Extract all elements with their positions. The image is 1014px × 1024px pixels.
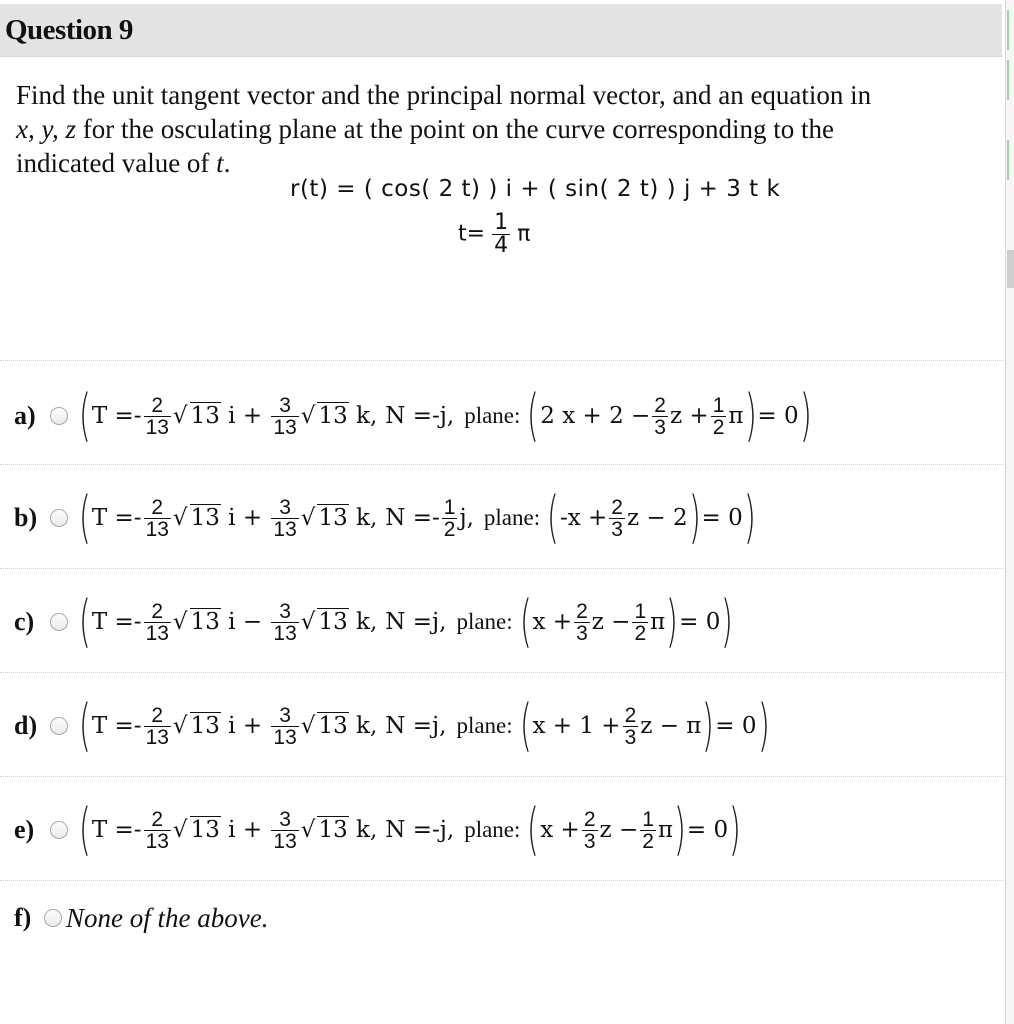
normal-vector: N =-j,: [385, 817, 455, 843]
divider: [0, 880, 1004, 881]
plane-fraction-1-num: 2: [654, 393, 666, 417]
plane-fraction-2-den: 2: [712, 415, 725, 439]
prompt-var-t: t: [216, 148, 224, 178]
normal-vector: N =j,: [385, 713, 447, 739]
plane-close-paren: ): [688, 485, 701, 550]
divider: [0, 360, 1004, 361]
close-paren: ): [743, 485, 756, 550]
open-paren: (: [78, 589, 91, 654]
tangent-fraction-1: [144, 497, 171, 540]
sqrt-radicand: 13: [190, 713, 220, 739]
plane-equals: = 0: [686, 817, 729, 843]
radio-button[interactable]: [50, 821, 68, 839]
option-b[interactable]: [14, 485, 1004, 550]
plane-equals: = 0: [701, 505, 743, 531]
option-expression: [78, 797, 742, 862]
t-prefix: t=: [458, 221, 486, 247]
plane-fraction-1-num: 2: [611, 495, 623, 519]
t-pi: π: [517, 221, 531, 247]
plane-fraction-2-den: 2: [642, 829, 654, 853]
divider: [0, 464, 1004, 465]
sqrt-symbol: √: [300, 713, 316, 739]
plane-label: plane:: [464, 403, 521, 428]
divider: [0, 568, 1004, 569]
sqrt-symbol: √: [300, 609, 316, 635]
sqrt-symbol: √: [172, 403, 188, 429]
plane-term-3: π: [657, 817, 674, 843]
tangent-fraction-1-num: 2: [151, 807, 164, 831]
plane-fraction-1-den: 3: [583, 829, 596, 853]
tangent-fraction-2: [271, 601, 298, 644]
plane-fraction-1: [623, 705, 639, 748]
tangent-label: T =-: [91, 713, 142, 739]
scroll-marker: [1007, 140, 1014, 180]
normal-vector: N =j,: [385, 609, 447, 635]
sqrt-symbol: √: [300, 403, 316, 429]
plane-fraction-2: [711, 395, 727, 438]
plane-equals: = 0: [757, 403, 799, 429]
plane-close-paren: ): [673, 797, 686, 862]
plane-open-paren: (: [527, 383, 540, 448]
tangent-fraction-2-num: 3: [279, 703, 291, 727]
plane-fraction-1: [609, 497, 625, 540]
tangent-i: i +: [220, 505, 270, 531]
question-prompt: [16, 78, 986, 180]
tangent-fraction-1-den: 13: [145, 517, 169, 541]
option-label: d): [14, 711, 38, 740]
option-expression: [78, 589, 734, 654]
plane-fraction-1: [582, 809, 598, 852]
option-e[interactable]: [14, 797, 1004, 862]
tangent-fraction-2-den: 13: [273, 517, 297, 541]
close-paren: ): [757, 693, 770, 758]
tangent-fraction-2-den: 13: [273, 829, 297, 853]
plane-close-paren: ): [666, 589, 679, 654]
plane-term-2: z − 2: [626, 505, 688, 531]
plane-close-paren: ): [744, 383, 757, 448]
sqrt-symbol: √: [172, 505, 188, 531]
plane-term-2: z +: [669, 403, 709, 429]
open-paren: (: [78, 693, 91, 758]
open-paren: (: [78, 485, 91, 550]
curve-equation: r(t) = ( cos( 2 t) ) i + ( sin( 2 t) ) j + 3 t k: [290, 176, 781, 202]
tangent-i: i +: [220, 817, 270, 843]
plane-fraction-2: [640, 809, 656, 852]
normal-fraction-num: 1: [443, 495, 456, 519]
plane-fraction-2-num: 1: [642, 807, 654, 831]
question-header: [0, 4, 1002, 57]
plane-fraction-1-den: 3: [576, 621, 588, 645]
plane-equals: = 0: [715, 713, 757, 739]
sqrt-radicand: 13: [190, 817, 220, 843]
tangent-fraction-2: [271, 705, 298, 748]
tangent-fraction-1-num: 2: [151, 495, 164, 519]
plane-term-1: x + 1 +: [532, 713, 621, 739]
radio-button[interactable]: [44, 909, 62, 927]
tangent-fraction-2-num: 3: [279, 599, 291, 623]
plane-label: plane:: [464, 817, 521, 842]
plane-fraction-1-num: 2: [583, 807, 596, 831]
plane-fraction-1-den: 3: [611, 517, 623, 541]
option-expression: [78, 383, 812, 448]
close-paren: ): [721, 589, 734, 654]
plane-open-paren: (: [519, 589, 532, 654]
t-value: [458, 212, 530, 257]
open-paren: (: [78, 383, 91, 448]
tangent-k: k,: [348, 609, 378, 635]
sqrt-symbol: √: [172, 609, 188, 635]
option-label: b): [14, 503, 38, 532]
plane-term-1: -x +: [559, 505, 608, 531]
plane-term-1: x +: [532, 609, 573, 635]
tangent-i: i −: [220, 609, 270, 635]
plane-open-paren: (: [547, 485, 560, 550]
option-f[interactable]: [14, 890, 1004, 946]
tangent-k: k,: [348, 403, 378, 429]
question-title: Question 9: [5, 14, 133, 46]
option-label: e): [14, 815, 35, 844]
plane-open-paren: (: [519, 693, 532, 758]
tangent-fraction-1: [144, 601, 171, 644]
tangent-k: k,: [348, 713, 378, 739]
sqrt-symbol: √: [300, 505, 316, 531]
divider: [0, 672, 1004, 673]
tangent-i: i +: [220, 713, 270, 739]
sqrt-symbol: √: [300, 817, 316, 843]
scroll-marker: [1007, 10, 1014, 50]
plane-label: plane:: [456, 609, 513, 634]
plane-fraction-1-den: 3: [624, 725, 637, 749]
plane-fraction-1-num: 2: [624, 703, 637, 727]
option-c[interactable]: [14, 589, 1004, 654]
option-expression: [78, 693, 770, 758]
plane-fraction-1: [652, 395, 668, 438]
sqrt-radicand: 13: [318, 403, 348, 429]
tangent-fraction-2: [271, 497, 298, 540]
option-label: f): [14, 903, 32, 932]
prompt-vars: x, y, z: [16, 114, 76, 144]
open-paren: (: [78, 797, 91, 862]
sqrt-symbol: √: [172, 817, 188, 843]
scrollbar[interactable]: [1005, 0, 1014, 1024]
tangent-fraction-1: [144, 809, 171, 852]
plane-fraction-2: [632, 601, 648, 644]
radio-button[interactable]: [50, 613, 68, 631]
tangent-fraction-1-num: 2: [151, 599, 164, 623]
tangent-fraction-2-num: 3: [279, 393, 291, 417]
plane-close-paren: ): [702, 693, 715, 758]
close-paren: ): [729, 797, 742, 862]
close-paren: ): [799, 383, 812, 448]
plane-term-2: z −: [599, 817, 639, 843]
plane-equals: = 0: [679, 609, 721, 635]
tangent-label: T =-: [91, 609, 142, 635]
plane-term-1: 2 x + 2 −: [540, 403, 651, 429]
sqrt-radicand: 13: [190, 403, 220, 429]
tangent-fraction-2: [271, 809, 298, 852]
plane-label: plane:: [456, 713, 513, 738]
prompt-line-3: indicated value of: [16, 148, 217, 178]
option-a[interactable]: [14, 383, 1004, 448]
sqrt-radicand: 13: [318, 505, 348, 531]
tangent-fraction-2-den: 13: [273, 621, 297, 645]
option-label: a): [14, 401, 36, 430]
t-fraction: [492, 212, 510, 257]
tangent-label: T =-: [91, 817, 142, 843]
normal-vector: N =-: [385, 505, 440, 531]
tangent-k: k,: [348, 505, 378, 531]
prompt-line-2: for the osculating plane at the point on the curve corresponding to the: [76, 114, 835, 144]
tangent-i: i +: [220, 403, 270, 429]
tangent-fraction-1-den: 13: [145, 621, 169, 645]
sqrt-radicand: 13: [318, 817, 348, 843]
sqrt-radicand: 13: [190, 505, 220, 531]
plane-fraction-1-num: 2: [576, 599, 588, 623]
plane-term-1: x +: [540, 817, 580, 843]
sqrt-radicand: 13: [318, 713, 348, 739]
plane-open-paren: (: [527, 797, 540, 862]
plane-fraction-2-num: 1: [712, 393, 725, 417]
tangent-fraction-1: [144, 395, 171, 438]
scroll-thumb[interactable]: [1007, 250, 1014, 288]
radio-button[interactable]: [50, 509, 68, 527]
plane-term-3: π: [728, 403, 744, 429]
option-label: c): [14, 607, 35, 636]
tangent-label: T =-: [91, 505, 142, 531]
plane-fraction-1-den: 3: [654, 415, 666, 439]
normal-fraction: [442, 497, 458, 540]
tangent-label: T =-: [91, 403, 142, 429]
tangent-fraction-1: [144, 705, 171, 748]
normal-vector: N =-j,: [385, 403, 455, 429]
sqrt-radicand: 13: [190, 609, 220, 635]
sqrt-radicand: 13: [318, 609, 348, 635]
tangent-fraction-2-den: 13: [273, 725, 297, 749]
plane-fraction-2-num: 1: [634, 599, 647, 623]
t-num: 1: [494, 210, 509, 235]
tangent-k: k,: [348, 817, 378, 843]
plane-term-2: z − π: [640, 713, 702, 739]
plane-term-3: π: [650, 609, 666, 635]
plane-term-2: z −: [591, 609, 631, 635]
prompt-line-1: Find the unit tangent vector and the principal normal vector, and an equation in: [16, 80, 872, 110]
tangent-fraction-1-den: 13: [145, 725, 169, 749]
plane-label: plane:: [483, 505, 541, 530]
normal-fraction-den: 2: [443, 517, 456, 541]
normal-suffix: j,: [459, 505, 474, 531]
tangent-fraction-1-den: 13: [145, 415, 169, 439]
tangent-fraction-1-num: 2: [151, 393, 164, 417]
option-d[interactable]: [14, 693, 1004, 758]
plane-fraction-1: [574, 601, 590, 644]
sqrt-symbol: √: [172, 713, 188, 739]
option-expression: [78, 485, 757, 550]
tangent-fraction-2-den: 13: [273, 415, 297, 439]
tangent-fraction-2: [271, 395, 298, 438]
scroll-marker: [1007, 60, 1014, 100]
radio-button[interactable]: [50, 407, 68, 425]
tangent-fraction-1-den: 13: [145, 829, 169, 853]
tangent-fraction-1-num: 2: [151, 703, 164, 727]
prompt-period: .: [223, 148, 231, 178]
radio-button[interactable]: [50, 717, 68, 735]
divider: [0, 776, 1004, 777]
t-den: 4: [494, 233, 509, 258]
tangent-fraction-2-num: 3: [279, 807, 291, 831]
tangent-fraction-2-num: 3: [279, 495, 291, 519]
option-text: None of the above.: [66, 902, 269, 933]
plane-fraction-2-den: 2: [634, 621, 647, 645]
